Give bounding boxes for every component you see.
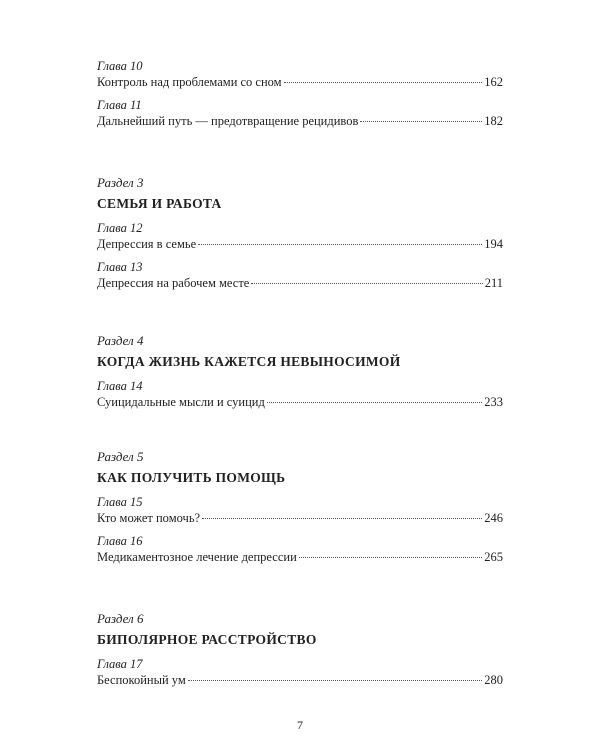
toc-entry <box>97 672 503 689</box>
toc-section-3 <box>97 174 503 298</box>
section-title: СЕМЬЯ И РАБОТА <box>97 196 222 211</box>
toc-entry <box>97 275 503 292</box>
toc-entry <box>97 394 503 411</box>
toc-entry <box>97 74 503 91</box>
dot-leader <box>267 402 482 403</box>
toc-entry <box>97 236 503 253</box>
section-label: Раздел 4 <box>97 333 144 348</box>
chapter-title: Депрессия на рабочем месте <box>97 276 250 290</box>
toc-continuation <box>97 58 503 136</box>
section-label: Раздел 3 <box>97 175 144 190</box>
toc-entry <box>97 549 503 566</box>
toc-section-6 <box>97 610 503 695</box>
section-label: Раздел 6 <box>97 611 144 626</box>
dot-leader <box>202 518 482 519</box>
chapter-label: Глава 11 <box>97 98 142 112</box>
section-title: КАК ПОЛУЧИТЬ ПОМОЩЬ <box>97 470 286 485</box>
chapter-label: Глава 13 <box>97 260 143 274</box>
section-label: Раздел 5 <box>97 449 144 464</box>
chapter-title: Суицидальные мысли и суицид <box>97 395 265 409</box>
chapter-page: 194 <box>484 237 503 251</box>
chapter-title: Дальнейший путь — предотвращение рецидивов <box>97 114 359 128</box>
dot-leader <box>188 680 482 681</box>
section-title: БИПОЛЯРНОЕ РАССТРОЙСТВО <box>97 632 317 647</box>
dot-leader <box>251 283 482 284</box>
section-title: КОГДА ЖИЗНЬ КАЖЕТСЯ НЕВЫНОСИМОЙ <box>97 354 401 369</box>
toc-section-4 <box>97 332 503 417</box>
chapter-label: Глава 16 <box>97 534 143 548</box>
chapter-label: Глава 12 <box>97 221 143 235</box>
chapter-title: Кто может помочь? <box>97 511 201 525</box>
chapter-label: Глава 14 <box>97 379 143 393</box>
dot-leader <box>198 244 482 245</box>
chapter-title: Контроль над проблемами со сном <box>97 75 282 89</box>
chapter-label: Глава 17 <box>97 657 143 671</box>
chapter-page: 233 <box>484 395 503 409</box>
toc-section-5 <box>97 448 503 572</box>
chapter-page: 265 <box>484 550 503 564</box>
chapter-label: Глава 10 <box>97 59 143 73</box>
chapter-page: 280 <box>484 673 503 687</box>
chapter-title: Медикаментозное лечение депрессии <box>97 550 297 564</box>
chapter-title: Беспокойный ум <box>97 673 186 687</box>
dot-leader <box>299 557 482 558</box>
chapter-label: Глава 15 <box>97 495 143 509</box>
dot-leader <box>284 82 483 83</box>
page-number: 7 <box>297 718 303 732</box>
chapter-page: 246 <box>484 511 503 525</box>
chapter-title: Депрессия в семье <box>97 237 197 251</box>
toc-entry <box>97 113 503 130</box>
dot-leader <box>360 121 482 122</box>
toc-entry <box>97 510 503 527</box>
chapter-page: 162 <box>484 75 503 89</box>
chapter-page: 182 <box>484 114 503 128</box>
chapter-page: 211 <box>484 276 503 290</box>
